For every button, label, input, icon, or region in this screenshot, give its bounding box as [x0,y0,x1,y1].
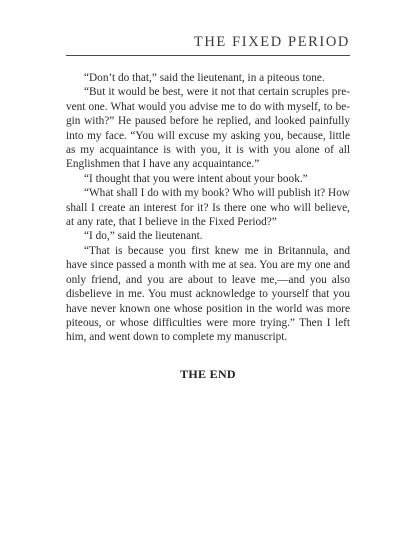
paragraph: “I do,” said the lieutenant. [84,230,203,243]
paragraph: “But it would be best, were it not that certain scruples prevent one. What would you advise me to do with myself, to begin with?” He paused before he replied, and looked painfully into my face. “You will excuse my asking you, because, little as my acquaintance is with you, it is with you alone of all Englishmen that I have any acquaintance.” [66,86,350,171]
running-head: THE FIXED PERIOD [193,34,350,50]
header-rule [66,55,350,56]
paragraph: “That is because you first knew me in Britannula, and have since passed a month with me at sea. You are my one and only friend, and you are about to leave me,—and you also disbelieve in me. You must acknowledge to yourself that you have never known one whose position in the world was more piteous, or whose difficulties were more trying.” Then I left him, and went down to complete my manuscript. [66,244,350,344]
paragraph: “I thought that you were intent about your book.” [84,172,308,185]
paragraph: “What shall I do with my book? Who will publish it? How shall I create an interest for it? Is there one who will believe, at any rate, that I believe in the Fixed Period?” [66,187,350,229]
body-text [66,71,350,382]
paragraph: “Don’t do that,” said the lieutenant, in a piteous tone. [84,72,325,84]
the-end-heading: THE END [180,366,236,381]
